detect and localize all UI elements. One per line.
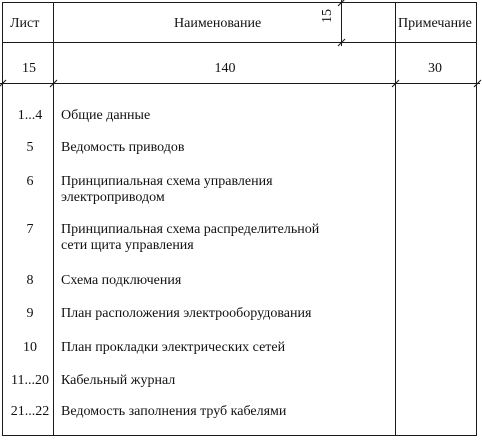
row-sheet-number: 5 xyxy=(26,140,34,155)
header-divider xyxy=(2,42,477,43)
row-title: Ведомость заполнения труб кабелями xyxy=(61,404,287,419)
dimension-tick-note xyxy=(391,79,400,88)
dimension-note-width: 30 xyxy=(428,61,442,76)
row-sheet-number: 21...22 xyxy=(10,404,50,419)
row-sheet-number: 11...20 xyxy=(11,373,49,388)
header-name-label: Наименование xyxy=(174,16,262,31)
row-sheet-number: 7 xyxy=(26,222,34,237)
header-note-label: Примечание xyxy=(398,16,472,31)
row-title: Схема подключения xyxy=(61,273,182,288)
row-title: План прокладки электрических сетей xyxy=(61,340,286,355)
row-title: Принципиальная схема управления xyxy=(61,174,273,189)
row-sheet-number: 1...4 xyxy=(17,108,43,123)
row-title-continuation: электроприводом xyxy=(61,190,165,205)
dimension-tick-right xyxy=(473,79,482,88)
dimension-line xyxy=(0,83,480,84)
dimension-tick-sheet xyxy=(49,79,58,88)
header-height-tick-top xyxy=(337,0,346,7)
row-title: План расположения электрооборудования xyxy=(61,306,312,321)
row-title: Ведомость приводов xyxy=(61,140,185,155)
dimension-name-width: 140 xyxy=(214,61,236,76)
row-sheet-number: 9 xyxy=(26,306,34,321)
row-sheet-number: 8 xyxy=(26,273,34,288)
column-divider-note xyxy=(395,2,396,436)
row-title: Принципиальная схема распределительной xyxy=(61,222,320,237)
row-sheet-number: 10 xyxy=(23,340,37,355)
row-title: Кабельный журнал xyxy=(61,373,176,388)
header-height-label: 15 xyxy=(320,9,335,23)
dimension-tick-left xyxy=(0,79,7,88)
header-sheet-label: Лист xyxy=(10,16,40,31)
dimension-sheet-width: 15 xyxy=(22,61,36,76)
row-sheet-number: 6 xyxy=(26,174,34,189)
header-height-tick-bottom xyxy=(337,38,346,47)
row-title-continuation: сети щита управления xyxy=(61,238,194,253)
row-title: Общие данные xyxy=(61,108,151,123)
